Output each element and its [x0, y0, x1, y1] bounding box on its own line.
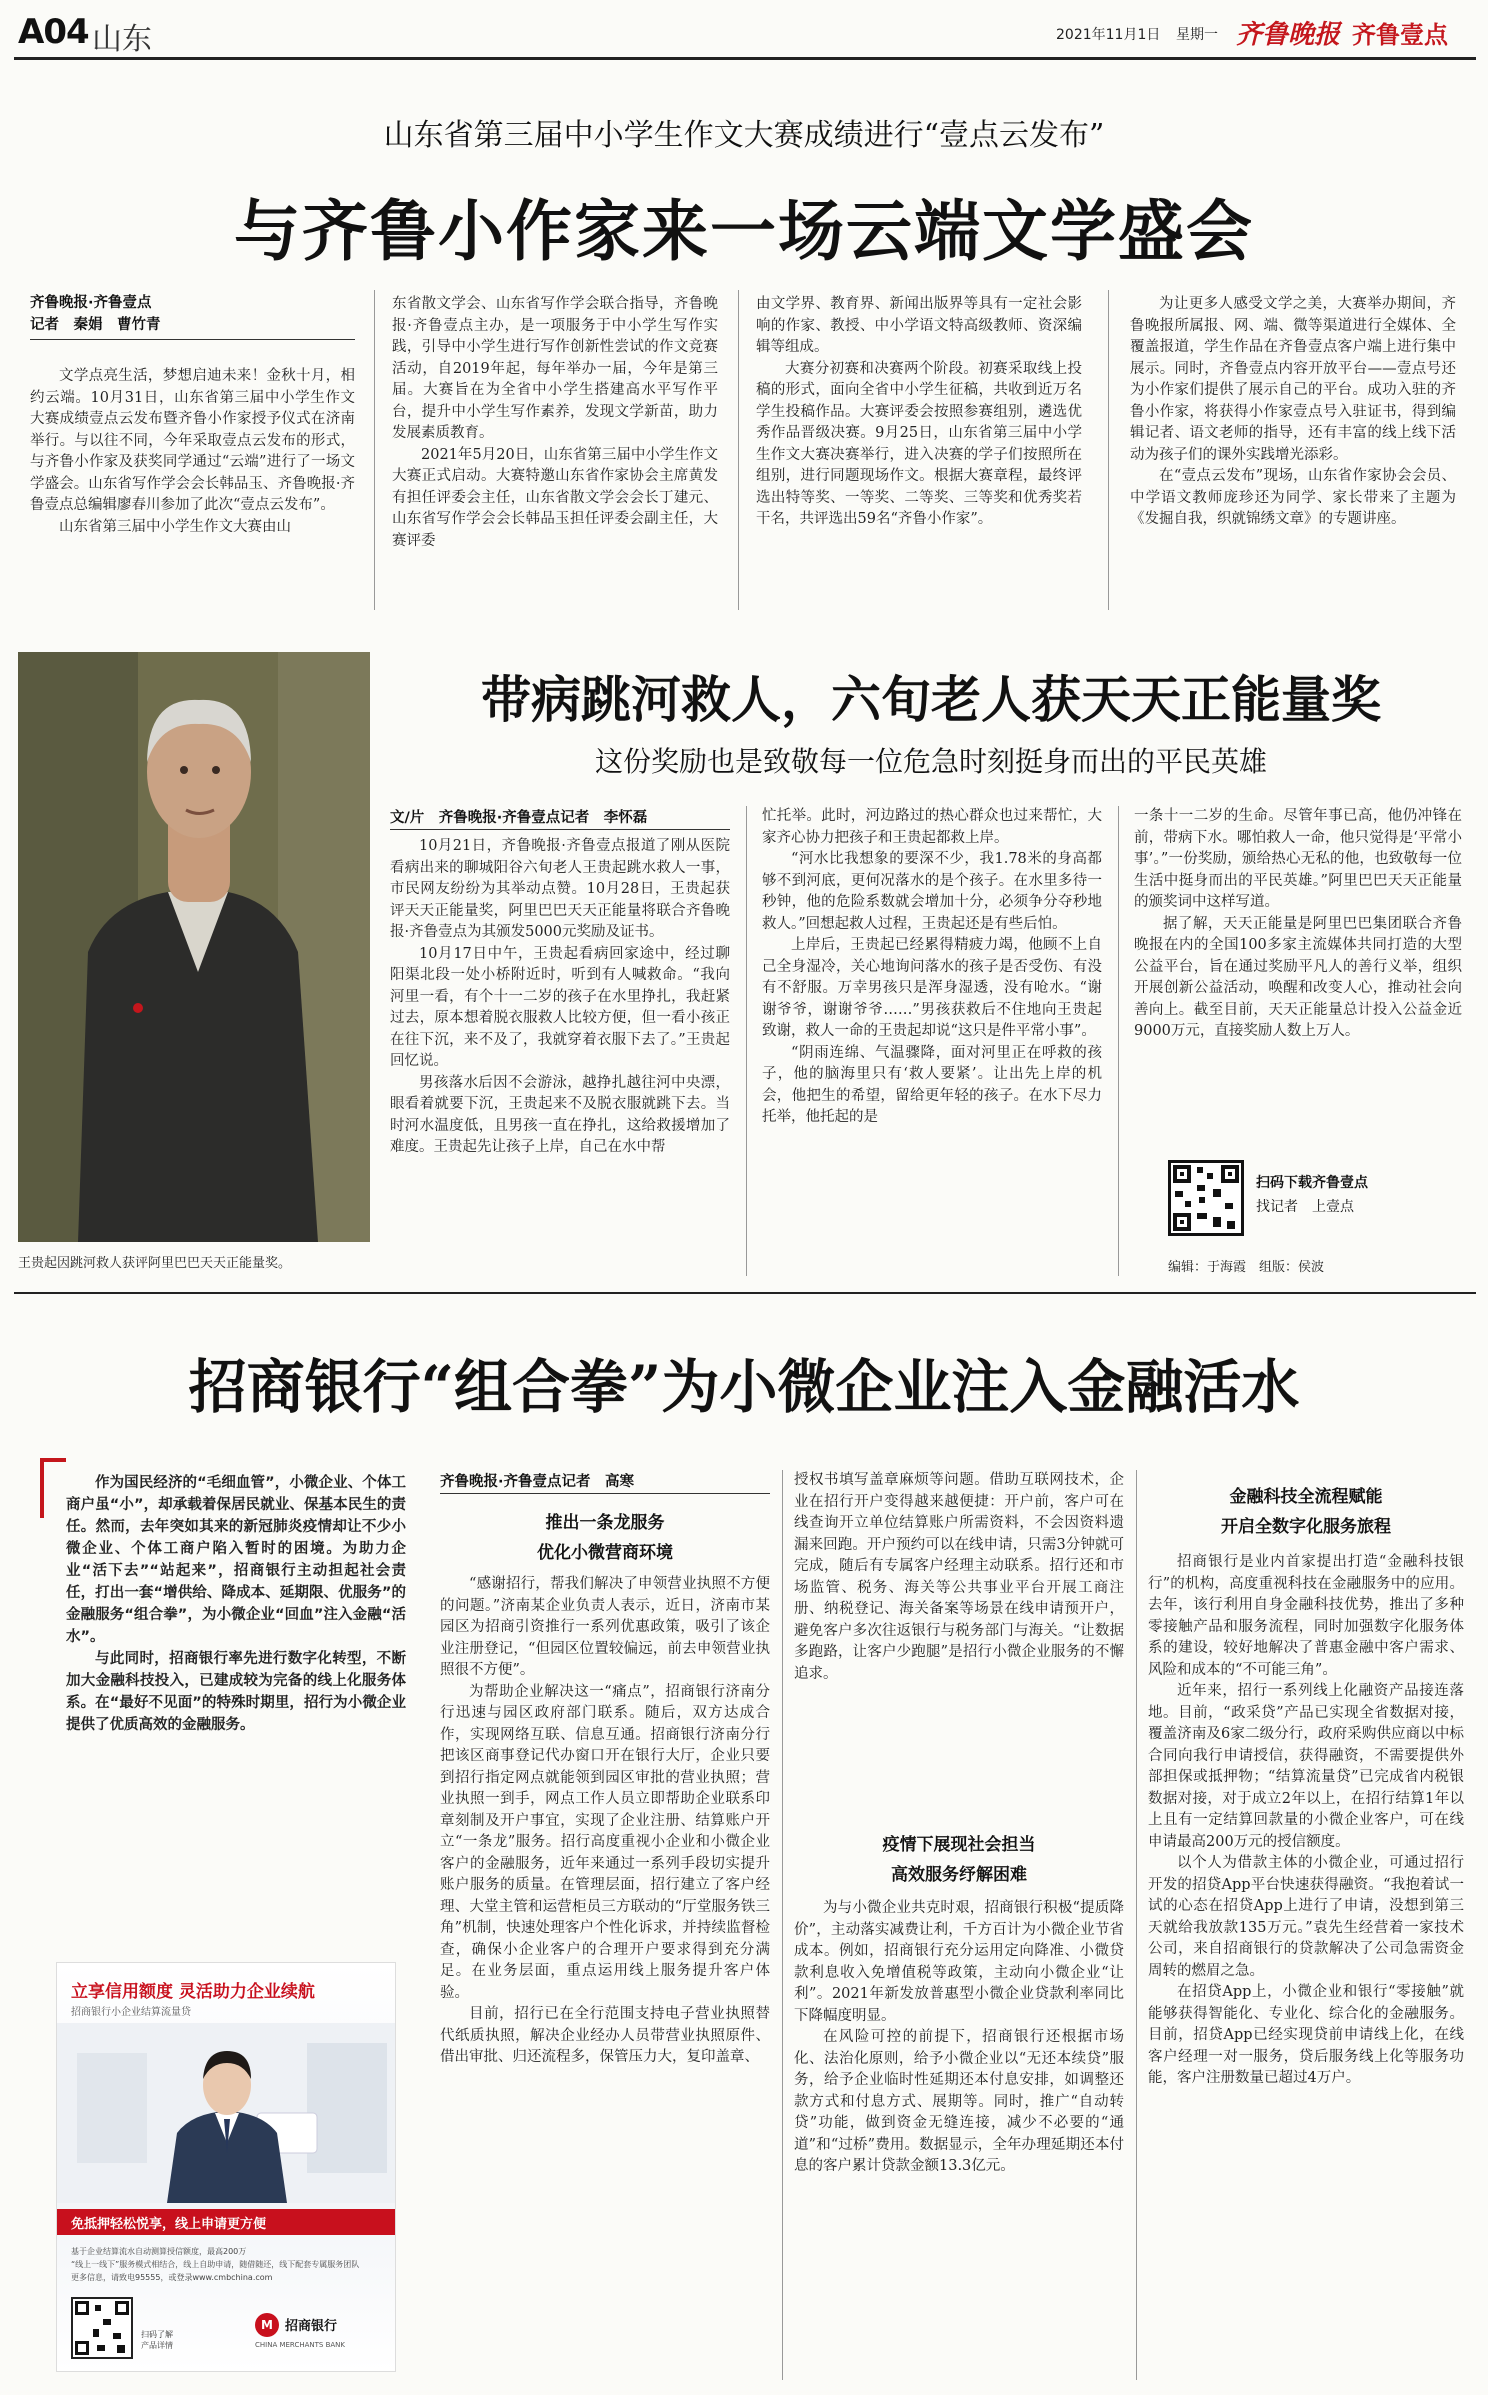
paragraph: 目前，招行已在全行范围支持电子营业执照替代纸质执照，解决企业经办人员带营业执照原件、借出审批、归还流程多，保管压力大，复印盖章、	[440, 2006, 770, 2065]
story3-headline: 招商银行“组合拳”为小微企业注入金融活水	[188, 1353, 1300, 1421]
qr-code-icon	[73, 2299, 131, 2357]
section-title-1a: 推出一条龙服务	[545, 1513, 665, 1533]
column-divider	[746, 806, 747, 1276]
paragraph: 据了解，天天正能量是阿里巴巴集团联合齐鲁晚报在内的全国100多家主流媒体共同打造的大型公益平台，旨在通过奖励平凡人的善行义举，组织开展创新公益活动，唤醒和改变人心，推动社会向善向上。截至目前，天天正能量总计投入公益金近9000万元，直接奖励人数上万人。	[1134, 915, 1462, 1039]
paragraph: 以个人为借款主体的小微企业，可通过招行开发的招贷App平台快速获得融资。“我抱着试一试的心态在招贷App上进行了申请，没想到第三天就给我放款135万元。”袁先生经营着一家技术公司，来自招商银行的贷款解决了公司急需资金周转的燃眉之急。	[1148, 1855, 1464, 1979]
section-title-3a: 金融科技全流程赋能	[1229, 1487, 1383, 1507]
qr-caption-2: 找记者 上壹点	[1256, 1199, 1354, 1215]
story1-byline	[30, 292, 355, 340]
story1-byline-outlet: 齐鲁晚报·齐鲁壹点	[30, 295, 152, 311]
ad-businessman-image	[57, 2023, 396, 2203]
paragraph: 大赛分初赛和决赛两个阶段。初赛采取线上投稿的形式，面向全省中小学生征稿，共收到近万名学生投稿作品。大赛评委会按照参赛组别，遴选优秀作品晋级决赛。9月25日，山东省第三届中小学生作文大赛决赛举行，进入决赛的学子们按照所在组别，进行同题现场作文。根据大赛章程，最终评选出特等奖、一等奖、二等奖、三等奖和优秀奖若干名，共评选出59名“齐鲁小作家”。	[756, 360, 1082, 527]
paragraph: “河水比我想象的要深不少，我1.78米的身高都够不到河底，更何况落水的是个孩子。在水里多待一秒钟，他的危险系数就会增加十分，必须争分夺秒地救人。”回想起救人过程，王贵起还是有些后怕。	[762, 851, 1102, 932]
story2-subhead: 这份奖励也是致敬每一位危急时刻挺身而出的平民英雄	[594, 745, 1267, 778]
story1-column-4	[1130, 294, 1456, 614]
story3-column-3a	[794, 1470, 1124, 1826]
qr-caption-1: 扫码下载齐鲁壹点	[1256, 1175, 1368, 1191]
paragraph: “感谢招行，帮我们解决了申领营业执照不方便的问题。”济南某企业负责人表示，近日，济南市某园区为招商引资推行一系列优惠政策，吸引了该企业注册登记，“但园区位置较偏远，前去申领营业执照很不方便”。	[440, 1576, 770, 1678]
story1-headline: 与齐鲁小作家来一场云端文学盛会	[234, 192, 1254, 270]
ad-bullet: “线上一线下”服务模式相结合，线上自助申请，随借随还，线下配套专属服务团队	[71, 2260, 360, 2269]
story1-column-2	[392, 294, 718, 614]
elderly-man-photo	[18, 652, 370, 1242]
paragraph: 为帮助企业解决这一“痛点”，招商银行济南分行迅速与园区政府部门联系。随后，双方达成合作，实现网络互联、信息互通。招商银行济南分行把该区商事登记代办窗口开在银行大厅，企业只要到招行指定网点就能领到园区审批的营业执照；营业执照一到手，网点工作人员立即帮助企业联系印章刻制及开户事宜，实现了企业注册、结算账户开立“一条龙”服务。招行高度重视小企业和小微企业客户的金融服务，近年来通过一系列手段切实提升账户服务的质量。在管理层面，招行建立了客户经理、大堂主管和运营柜员三方联动的“厅堂服务铁三角”机制，快速处理客户个性化诉求，并持续监督检查，确保小企业客户的合理开户要求得到充分满足。在业务层面，重点运用线上服务提升客户体验。	[440, 1683, 770, 2001]
bank-logo-icon: M	[255, 2313, 279, 2337]
bank-name: 招商银行	[285, 2319, 338, 2334]
paragraph: 与此同时，招商银行率先进行数字化转型，不断加大金融科技投入，已建成较为完备的线上化服务体系。在“最好不见面”的特殊时期里，招行为小微企业提供了优质高效的金融服务。	[66, 1651, 406, 1733]
column-divider	[1108, 290, 1109, 610]
editor-credit: 编辑：于海霞 组版：侯波	[1168, 1260, 1325, 1275]
header-date: 2021年11月1日	[1056, 27, 1161, 43]
story2-column-1	[390, 836, 730, 1276]
qr-code-yidian-app[interactable]	[1168, 1160, 1244, 1236]
paragraph: 在“壹点云发布”现场，山东省作家协会会员、中学语文教师庞珍还为同学、家长带来了主题为《发掘自我，织就锦绣文章》的专题讲座。	[1130, 468, 1456, 527]
story3-intro-box	[40, 1458, 410, 1948]
intro-corner-mark	[40, 1458, 66, 1518]
ad-qr-code[interactable]	[71, 2297, 133, 2359]
story3-column-2	[440, 1574, 770, 2384]
section-rule	[14, 1292, 1476, 1294]
section-title-3b: 开启全数字化服务旅程	[1221, 1517, 1391, 1537]
ad-bullets	[71, 2245, 383, 2284]
section-title-1b: 优化小微营商环境	[537, 1543, 673, 1563]
paragraph: 山东省第三届中小学生作文大赛由山	[59, 518, 291, 535]
paragraph: 文学点亮生活，梦想启迪未来！金秋十月，相约云端。10月31日，山东省第三届中小学生作文大赛成绩壹点云发布暨齐鲁小作家授予仪式在济南举行。与以往不同，今年采取壹点云发布的形式，与齐鲁小作家及获奖同学通过“云端”进行了一场文学盛会。山东省写作学会会长韩品玉、齐鲁晚报·齐鲁壹点总编辑廖春川参加了此次“壹点云发布”。	[30, 368, 355, 513]
paragraph: 在招贷App上，小微企业和银行“零接触”就能够获得智能化、专业化、综合化的金融服务。目前，招贷App已经实现贷前申请线上化，在线客户经理一对一服务，贷后服务线上化等服务功能，客户注册数量已超过4万户。	[1148, 1984, 1464, 2086]
story3-column-3b	[794, 1898, 1124, 2384]
brand-logo-qilu-evening: 齐鲁晚报	[1236, 20, 1341, 50]
story3-intro	[66, 1472, 406, 1942]
column-divider	[738, 290, 739, 610]
story2-column-3	[1134, 806, 1462, 1136]
bank-name-english: CHINA MERCHANTS BANK	[255, 2341, 345, 2349]
story2-photo	[18, 652, 370, 1242]
story1-column-1	[30, 366, 355, 606]
paragraph: 在风险可控的前提下，招商银行还根据市场化、法治化原则，给予小微企业以“无还本续贷”服务，给予企业临时性延期还本付息安排，如调整还款方式和付息方式、展期等。同时，推广“自动转贷”功能，做到资金无缝连接，减少不必要的“通道”和“过桥”费用。数据显示，全年办理延期还本付息的客户累计贷款金额13.3亿元。	[794, 2029, 1124, 2174]
page-section: 山东	[92, 22, 152, 57]
ad-title: 立享信用额度 灵活助力企业续航	[71, 1982, 315, 2002]
ad-bullet: 更多信息，请致电95555，或登录www.cmbchina.com	[71, 2273, 273, 2282]
paragraph: 为与小微企业共克时艰，招商银行积极“提质降价”，主动落实减费让利，千方百计为小微企业节省成本。例如，招商银行充分运用定向降准、小微贷款利息收入免增值税等政策，主动向小微企业“让利”。2021年新发放普惠型小微企业贷款利率同比下降幅度明显。	[794, 1900, 1124, 2024]
column-divider	[782, 1470, 783, 2380]
story2-column-2	[762, 806, 1102, 1276]
story1-byline-reporters: 记者 秦娟 曹竹青	[30, 314, 355, 340]
paragraph: 授权书填写盖章麻烦等问题。借助互联网技术，企业在招行开户变得越来越便捷：开户前，客户可在线查询开立单位结算账户所需资料，不会因资料遗漏来回跑。开户预约可以在线申请，只需3分钟就可完成，随后有专属客户经理主动联系。招行还和市场监管、税务、海关等公共事业平台开展工商注册、纳税登记、海关备案等场景在线申请预开户，避免客户多次往返银行与税务部门与海关。“让数据多跑路，让客户少跑腿”是招行小微企业服务的不懈追求。	[794, 1472, 1124, 1682]
paragraph: 一条十一二岁的生命。尽管年事已高，他仍冲锋在前，带病下水。哪怕救人一命，他只觉得是‘平常小事’。”一份奖励，颁给热心无私的他，也致敬每一位生活中挺身而出的平民英雄。”阿里巴巴天天正能量的颁奖词中这样写道。	[1134, 808, 1462, 910]
paragraph: 忙托举。此时，河边路过的热心群众也过来帮忙，大家齐心协力把孩子和王贵起都救上岸。	[762, 808, 1102, 846]
paragraph: 东省散文学会、山东省写作学会联合指导，齐鲁晚报·齐鲁壹点主办，是一项服务于中小学生写作实践，引导中小学生进行写作创新性尝试的作文竞赛活动，自2019年起，每年举办一届，今年是第三届。大赛旨在为全省中小学生搭建高水平写作平台，提升中小学生写作素养，发现文学新苗，助力发展素质教育。	[392, 296, 718, 441]
story3-byline: 齐鲁晚报·齐鲁壹点记者 高寒	[440, 1470, 770, 1494]
story2-byline: 文/片 齐鲁晚报·齐鲁壹点记者 李怀磊	[390, 806, 730, 830]
ad-slogan: 免抵押轻松悦享，线上申请更方便	[71, 2217, 267, 2232]
column-divider	[374, 290, 375, 610]
ad-subtitle: 招商银行小企业结算流量贷	[71, 2007, 191, 2018]
ad-bullet: 基于企业结算流水自动测算授信额度，最高200万	[71, 2247, 247, 2256]
paragraph: “阴雨连绵、气温骤降，面对河里正在呼救的孩子，他的脑海里只有‘救人要紧’。让出先上岸的机会，他把生的希望，留给更年轻的孩子。在水下尽力托举，他托起的是	[762, 1044, 1102, 1125]
story1-column-3	[756, 294, 1082, 614]
header-weekday: 星期一	[1176, 27, 1218, 43]
paragraph: 上岸后，王贵起已经累得精疲力竭，他顾不上自己全身湿冷，关心地询问落水的孩子是否受伤、有没有不舒服。万幸男孩只是浑身湿透，没有呛水。“谢谢爷爷，谢谢爷爷……”男孩获救后不住地向王贵起致谢，救人一命的王贵起却说“这只是件平常小事”。	[762, 937, 1102, 1039]
story2-headline: 带病跳河救人，六旬老人获天天正能量奖	[481, 670, 1381, 729]
column-divider	[1118, 806, 1119, 1276]
column-divider	[1136, 1470, 1137, 2380]
paragraph: 近年来，招行一系列线上化融资产品接连落地。目前，“政采贷”产品已实现全省数据对接，覆盖济南及6家二级分行，政府采购供应商以中标合同向我行申请授信，获得融资，不需要提供外部担保或抵押物；“结算流量贷”已完成省内税银数据对接，对于成立2年以上，在招行结算1年以上且有一定结算回款量的小微企业客户，可在线申请最高200万元的授信额度。	[1148, 1683, 1464, 1850]
paragraph: 为让更多人感受文学之美，大赛举办期间，齐鲁晚报所属报、网、端、微等渠道进行全媒体、全覆盖报道，学生作品在齐鲁壹点客户端上进行集中展示。同时，齐鲁壹点内容开放平台——壹点号还为小作家们提供了展示自己的平台。成功入驻的齐鲁小作家，将获得小作家壹点号入驻证书，得到编辑记者、语文老师的指导，还有丰富的线上线下活动为孩子们的课外实践增光添彩。	[1130, 296, 1456, 463]
section-title-2b: 高效服务纾解困难	[891, 1865, 1027, 1885]
paragraph: 10月21日，齐鲁晚报·齐鲁壹点报道了刚从医院看病出来的聊城阳谷六旬老人王贵起跳水救人一事，市民网友纷纷为其举动点赞。10月28日，王贵起获评天天正能量奖，阿里巴巴天天正能量将联合齐鲁晚报·齐鲁壹点为其颁发5000元奖励及证书。	[390, 838, 730, 940]
header-rule	[14, 57, 1476, 60]
paragraph: 男孩落水后因不会游泳，越挣扎越往河中央漂，眼看着就要下沉，王贵起来不及脱衣服就跳下去。当时河水温度低，且男孩一直在挣扎，这给救援增加了难度。王贵起先让孩子上岸，自己在水中帮	[390, 1074, 730, 1155]
story1-kicker: 山东省第三届中小学生作文大赛成绩进行“壹点云发布”	[383, 118, 1105, 153]
story3-column-4	[1148, 1552, 1464, 2384]
paragraph: 招商银行是业内首家提出打造“金融科技银行”的机构，高度重视科技在金融服务中的应用。去年，该行利用自身金融科技优势，推出了多种零接触产品和服务流程，同时加强数字化服务体系的建设，较好地解决了普惠金融中客户需求、风险和成本的“不可能三角”。	[1148, 1554, 1464, 1678]
paragraph: 2021年5月20日，山东省第三届中小学生作文大赛正式启动。大赛特邀山东省作家协会主席黄发有担任评委会主任，山东省散文学会会长丁建元、山东省写作学会会长韩品玉担任评委会副主任，大赛评委	[392, 446, 718, 549]
bank-advertisement[interactable]	[56, 1962, 396, 2372]
paragraph: 10月17日中午，王贵起看病回家途中，经过聊阳渠北段一处小桥附近时，听到有人喊救命。“我向河里一看，有个十一二岁的孩子在水里挣扎，我赶紧过去，原本想着脱衣服救人比较方便，但一看小孩正在往下沉，来不及了，我就穿着衣服下去了。”王贵起回忆说。	[390, 945, 730, 1069]
paragraph: 由文学界、教育界、新闻出版界等具有一定社会影响的作家、教授、中小学语文特高级教师、资深编辑等组成。	[756, 296, 1082, 355]
ad-qr-label: 扫码了解 产品详情	[141, 2330, 173, 2350]
page-code: A04	[18, 12, 89, 52]
qr-code-icon	[1171, 1163, 1241, 1233]
story2-photo-caption: 王贵起因跳河救人获评阿里巴巴天天正能量奖。	[18, 1256, 292, 1271]
paragraph: 作为国民经济的“毛细血管”，小微企业、个体工商户虽“小”，却承载着保居民就业、保基本民生的责任。然而，去年突如其来的新冠肺炎疫情却让不少小微企业、个体工商户陷入暂时的困境。为助力企业“活下去”“站起来”，招商银行主动担起社会责任，打出一套“增供给、降成本、延期限、优服务”的金融服务“组合拳”，为小微企业“回血”注入金融“活水”。	[66, 1475, 406, 1645]
page-header	[0, 0, 1488, 60]
brand-logo-qilu-yidian: 齐鲁壹点	[1352, 21, 1448, 49]
section-title-2a: 疫情下展现社会担当	[882, 1835, 1036, 1855]
